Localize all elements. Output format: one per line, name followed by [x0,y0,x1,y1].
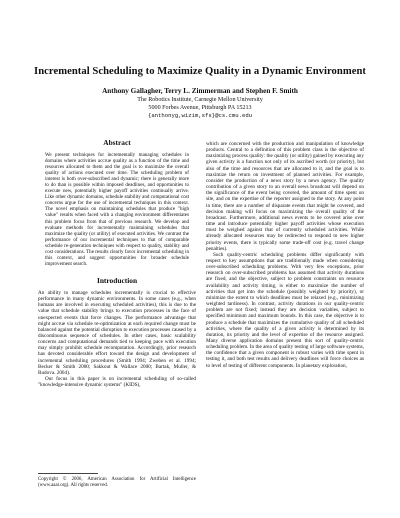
author-emails: {anthonyg,wizim,sfs}@cs.cmu.edu [147,112,253,120]
introduction-paragraph-2: Our focus in this paper is on incremental scheduling of so-called "knowledge-intensive dynamic systems" (KIDS), [38,376,196,389]
affiliation-address: 5000 Forbes Avenue, Pittsburgh PA 15213 [148,104,252,111]
copyright-notice: Copyright © 2006, American Association for Artificial Intelligence (www.aaai.org). All rights reserved. [38,477,196,488]
author-list: Anthony Gallagher, Terry L. Zimmerman and Stephen F. Smith [102,87,298,95]
abstract-text: We present techniques for incrementally managing schedules in domains where activities accrue quality as a function of the time and resources allocated to them and the goal is to maximize the overall quality of actions executed over time. The scheduling problem of interest is both over-subscribed and dynamic; there is generally more to do than is possible within imposed deadlines, and opportunities to execute new, potentially higher payoff activities continually arrive. Like other dynamic domains, schedule stability and computational cost concerns argue for the use of incremental techniques in this context. The novel emphasis on maintaining schedules that produce "high value" results when faced with a changing environment differentiates this problem focus from that of previous research. We develop and evaluate methods for incrementally maintaining schedules that maximize the quality (or utility) of executed activities. We contrast the performance of our incremental techniques to that of comparable schedule re-generation techniques with respect to quality, stability and cost considerations. The results clearly favor incremental scheduling in this context, and suggest opportunities for broader schedule improvement search. [45,152,189,267]
right-paragraph-2: Such quality-centric scheduling problems differ significantly with respect to key assumptions that are traditionally made when considering over-subscribed scheduling problems. With very few exceptions, prior research on over-subscribed problems has assumed that activity durations are fixed, and the objective, subject to problem constraints on resource availability and activity timing, is either to maximize the number of activities that get into the schedule (possibly weighted by priority), or minimize the extent to which deadlines must be relaxed (e.g., minimizing weighted tardiness). In contrast, activity durations in our quality-centric problem are not fixed; instead they are decision variables, subject to specified minimum and maximum bounds. In this case, the objective is to produce a schedule that maximizes the cumulative quality of all scheduled activities, where the quality of a given activity is determined by its duration, its priority and the level of expertise of the resource assigned. Many diverse application domains present this sort of quality-centric scheduling problem. In the area of quality testing of large software systems, the confidence that a given component is robust varies with time spent in testing it, and both test results and delivery deadlines will force choices as to level of testing of different components. In planetary exploration, [206,251,364,369]
affiliation-institute: The Robotics Institute, Carnegie Mellon University [137,97,263,103]
introduction-paragraph-1: An ability to manage schedules incrementally is crucial to effective performance in many dynamic environments. In some cases (e.g., when humans are involved in executing scheduled activities), this is due to the value that schedule stability brings to execution processes in the face of unexpected events that force changes. The performance advantage that might accrue via schedule re-optimization at each required change must be balanced against the potential disruption to execution processes caused by a discontinuous sequence of schedules. In other cases, basic scalability concerns and computational demands tied to keeping pace with execution may simply prohibit schedule recomputation. Accordingly, prior research has devoted considerable effort toward the design and development of incremental scheduling procedures (Smith 1994; Zweben et al. 1994; Becker & Smith 2000; Sakkout & Wallace 2000; Bartak, Muller, & Rudova. 2004). [38,289,196,376]
right-paragraph-1: which are concerned with the production and manipulation of knowledge products. Central to a definition of this problem class is the objective of maximizing process quality: the quality (or utility) gained by executing any given activity is a function not only of its ascribed worth (or priority), but also of the time and resources that are allocated to it, and the goal is to maximize the return on investment of planned activities. For example, consider the production of a news story by a news agency. The quality contribution of a given story to an overall news broadcast will depend on the significance of the event being covered, the amount of time spent on site, and on the expertise of the reporter assigned to the story. At any point in time, there are a number of disparate events that might be covered, and decision making will focus on maximizing the overall quality of the broadcast. Furthermore, additional news events to be covered arise over time and introduce potentially higher payoff activities whose execution must be weighed against that of currently scheduled activities. While already allocated resources may be redirected to respond to new higher priority events, there is typically some trade-off cost (e.g. travel change penalties). [206,141,364,252]
abstract-heading: Abstract [103,138,131,147]
right-column [206,141,364,369]
left-column [38,138,196,388]
footnote-rule [38,473,98,474]
affiliation-block [0,97,400,120]
introduction-heading: Introduction [96,275,138,285]
paper-title: Incremental Scheduling to Maximize Quality in a Dynamic Environment [34,66,366,77]
